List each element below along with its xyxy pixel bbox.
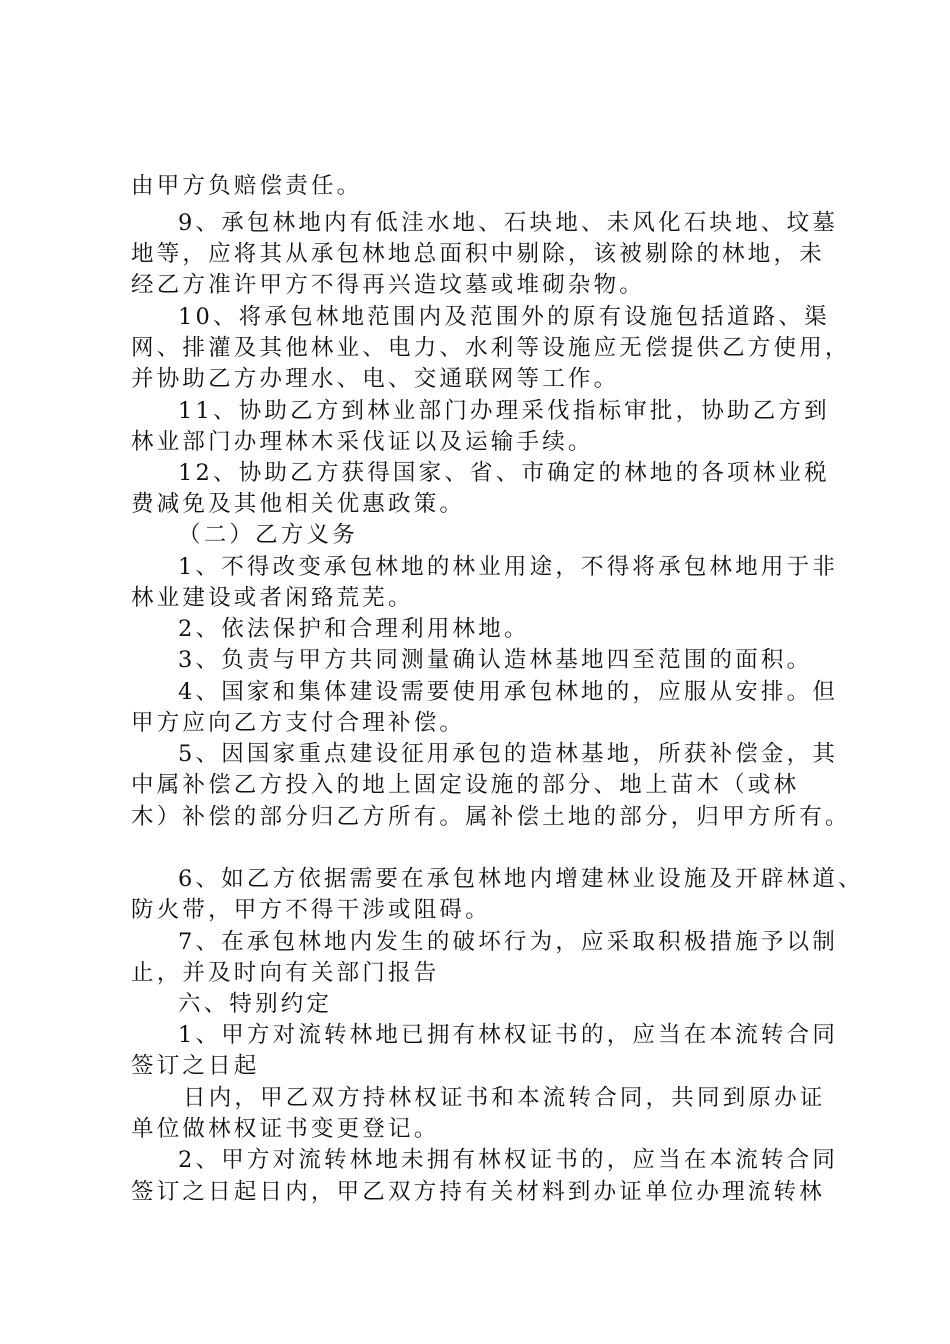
text-line: 经乙方准许甲方不得再兴造坟墓或堆砌杂物。 <box>131 272 646 298</box>
text-line: 防火带，甲方不得干涉或阻碍。 <box>131 897 491 923</box>
text-line: 6、如乙方依据需要在承包林地内增建林业设施及开辟林道、 <box>178 866 864 892</box>
text-line: 并协助乙方办理水、电、交通联网等工作。 <box>131 366 620 392</box>
text-line: 1、不得改变承包林地的林业用途，不得将承包林地用于非 <box>178 554 839 580</box>
text-line: 日内，甲乙双方持林权证书和本流转合同，共同到原办证 <box>183 1085 826 1111</box>
text-line: 签订之日起 <box>131 1053 260 1079</box>
text-line: 5、因国家重点建设征用承包的造林基地，所获补偿金，其 <box>178 741 839 767</box>
text-line: 中属补偿乙方投入的地上固定设施的部分、地上苗木（或林 <box>131 772 800 798</box>
text-line: 11、协助乙方到林业部门办理采伐指标审批，协助乙方到 <box>178 398 830 424</box>
text-line: 地等，应将其从承包林地总面积中剔除，该被剔除的林地，未 <box>131 241 825 267</box>
text-line: 甲方应向乙方支付合理补偿。 <box>131 710 466 736</box>
text-line: 1、甲方对流转林地已拥有林权证书的，应当在本流转合同 <box>178 1022 839 1048</box>
text-line: 2、甲方对流转林地未拥有林权证书的，应当在本流转合同 <box>178 1147 839 1173</box>
text-line: 由甲方负赔偿责任。 <box>131 173 363 199</box>
text-line: 木）补偿的部分归乙方所有。属补偿土地的部分，归甲方所有。 <box>131 804 851 830</box>
text-line: 3、负责与甲方共同测量确认造林基地四至范围的面积。 <box>178 647 813 673</box>
text-line: 林业部门办理林木采伐证以及运输手续。 <box>131 429 594 455</box>
section-heading: 六、特别约定 <box>178 991 333 1017</box>
text-line: 10、将承包林地范围内及范围外的原有设施包括道路、渠 <box>178 304 830 330</box>
text-line: 9、承包林地内有低洼水地、石块地、未风化石块地、坟墓 <box>178 210 839 236</box>
text-line: 林业建设或者闲臵荒芜。 <box>131 585 414 611</box>
section-heading: （二）乙方义务 <box>178 522 358 548</box>
text-line: 4、国家和集体建设需要使用承包林地的，应服从安排。但 <box>178 679 839 705</box>
text-line: 止，并及时向有关部门报告 <box>131 960 440 986</box>
text-line: 签订之日起日内，甲乙双方持有关材料到办证单位办理流转林 <box>131 1179 825 1205</box>
text-line: 7、在承包林地内发生的破坏行为，应采取积极措施予以制 <box>178 929 839 955</box>
text-line: 网、排灌及其他林业、电力、水利等设施应无偿提供乙方使用， <box>131 335 851 361</box>
text-line: 费减免及其他相关优惠政策。 <box>131 491 466 517</box>
text-line: 单位做林权证书变更登记。 <box>131 1116 440 1142</box>
text-line: 2、依法保护和合理利用林地。 <box>178 616 530 642</box>
text-line: 12、协助乙方获得国家、省、市确定的林地的各项林业税 <box>178 460 830 486</box>
